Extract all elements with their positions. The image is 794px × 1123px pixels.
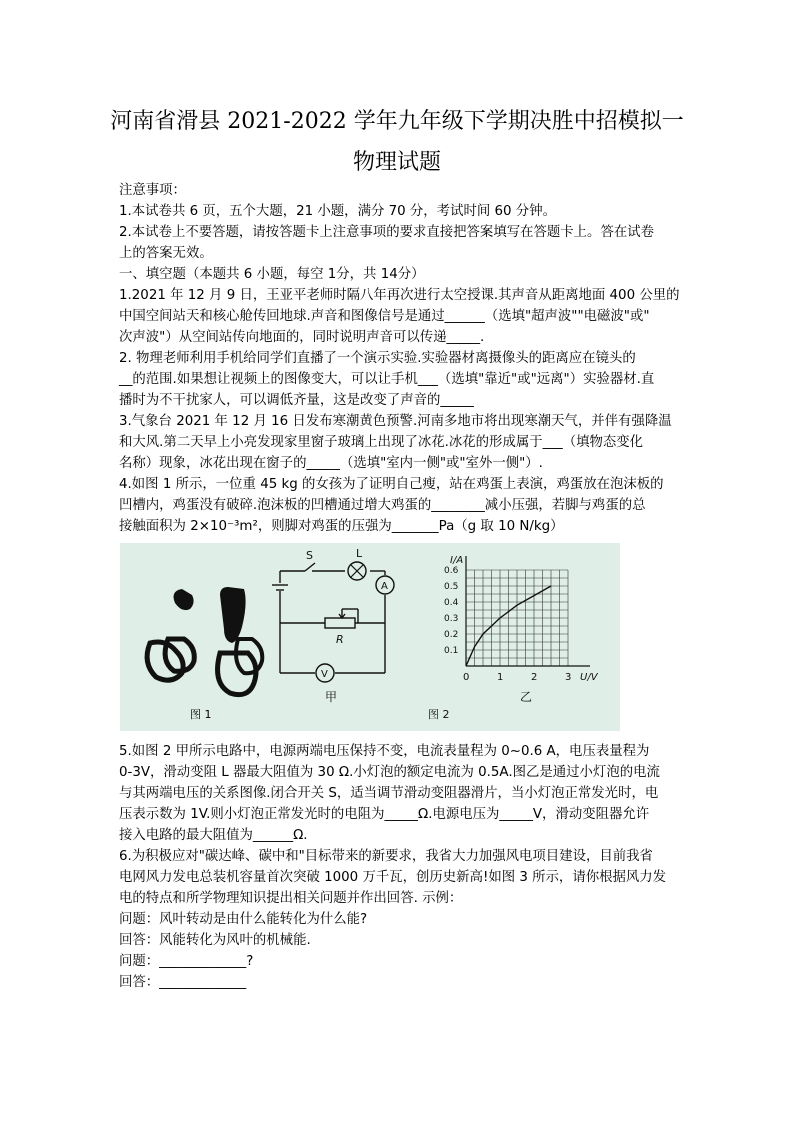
lamp-icon bbox=[348, 562, 366, 580]
circuit-caption: 甲 bbox=[325, 690, 338, 704]
y-tick-label: 0.3 bbox=[444, 614, 459, 624]
x-tick-label: 3 bbox=[565, 672, 572, 683]
page-subtitle: 物理试题 bbox=[352, 150, 441, 175]
fig1-label: 图 1 bbox=[190, 708, 212, 721]
x-tick-label: 0 bbox=[463, 672, 470, 683]
text-line: 回答：风能转化为风叶的机械能. bbox=[119, 933, 311, 948]
text-line: 6.为积极应对"碳达峰、碳中和"目标带来的新要求，我省大力加强风电项目建设，目前我省 bbox=[119, 849, 653, 864]
figure-block bbox=[120, 543, 620, 731]
figure-svg bbox=[120, 543, 620, 731]
text-line: 中国空间站天和核心舱传回地球.声音和图像信号是通过______（选填"超声波""电磁波"或" bbox=[119, 309, 650, 324]
circuit-diagram bbox=[272, 563, 385, 673]
page-title: 河南省滑县 2021-2022 学年九年级下学期决胜中招模拟一 bbox=[110, 109, 684, 134]
y-tick-label: 0.2 bbox=[444, 630, 459, 640]
text-line: 压表示数为 1V.则小灯泡正常发光时的电阻为_____Ω.电源电压为_____V，滑动变阻器允许 bbox=[119, 807, 650, 822]
text-line: 电的特点和所学物理知识提出相关问题并作出回答. 示例： bbox=[119, 891, 463, 906]
text-line: 名称）现象，冰花出现在窗子的_____（选填"室内一侧"或"室外一侧"）. bbox=[119, 456, 543, 471]
x-tick-label: 1 bbox=[497, 672, 504, 683]
text-line: __的范围.如果想让视频上的图像变大，可以让手机___（选填"靠近"或"远离"）实验器材.直 bbox=[119, 372, 655, 387]
answer-line: 问题：_____________? bbox=[119, 954, 254, 969]
y-tick-label: 0.5 bbox=[444, 582, 459, 592]
x-axis-label: U/V bbox=[580, 672, 598, 683]
ammeter-label: A bbox=[381, 581, 388, 592]
text-line: 1.本试卷共 6 页，五个大题，21 小题，满分 70 分，考试时间 60 分钟。 bbox=[119, 204, 556, 219]
text-line: 上的答案无效。 bbox=[119, 246, 213, 261]
iu-chart bbox=[444, 556, 590, 683]
text-line: 问题：风叶转动是由什么能转化为什么能? bbox=[119, 912, 368, 927]
rheostat-label: R bbox=[336, 633, 344, 646]
text-line: 注意事项： bbox=[119, 183, 186, 198]
text-line: 2.本试卷上不要答题，请按答题卡上注意事项的要求直接把答案填写在答题卡上。答在试卷 bbox=[119, 225, 655, 240]
text-line: 2. 物理老师利用手机给同学们直播了一个演示实验.实验器材离摄像头的距离应在镜头的 bbox=[119, 351, 636, 366]
x-tick-label: 2 bbox=[531, 672, 538, 683]
text-line: 0-3V，滑动变阻 L 器最大阻值为 30 Ω.小灯泡的额定电流为 0.5A.图乙是通过小灯泡的电流 bbox=[119, 765, 660, 780]
text-line: 与其两端电压的关系图像.闭合开关 S，适当调节滑动变阻器滑片，当小灯泡正常发光时，电 bbox=[119, 786, 659, 801]
voltmeter-label: V bbox=[321, 669, 328, 680]
text-line: 次声波"）从空间站传向地面的，同时说明声音可以传递_____. bbox=[119, 330, 485, 345]
text-line: 和大风.第二天早上小亮发现家里窗子玻璃上出现了冰花.冰花的形成属于___（填物态变化 bbox=[119, 435, 644, 450]
fig2-label: 图 2 bbox=[428, 708, 450, 721]
text-line: 4.如图 1 所示，一位重 45 kg 的女孩为了证明自己瘦，站在鸡蛋上表演，鸡蛋放在泡沫板的 bbox=[119, 477, 664, 492]
text-line: 电网风力发电总装机容量首次突破 1000 万千瓦，创历史新高!如图 3 所示，请你根据风力发 bbox=[119, 870, 667, 885]
text-line: 5.如图 2 甲所示电路中，电源两端电压保持不变，电流表量程为 0~0.6 A，电压表量程为 bbox=[119, 744, 650, 759]
y-axis-label: I/A bbox=[450, 555, 464, 566]
text-line: 接触面积为 2×10⁻³m²，则脚对鸡蛋的压强为_______Pa（g 取 10 N/kg） bbox=[119, 519, 564, 534]
y-tick-label: 0.1 bbox=[444, 646, 459, 656]
foot-on-eggs-illustration bbox=[147, 587, 262, 695]
y-tick-label: 0.4 bbox=[444, 598, 459, 608]
text-line: 3.气象台 2021 年 12 月 16 日发布寒潮黄色预警.河南多地市将出现寒潮天气，并伴有强降温 bbox=[119, 414, 672, 429]
graph-caption: 乙 bbox=[520, 690, 533, 704]
lamp-label: L bbox=[356, 547, 363, 560]
y-tick-label: 0.6 bbox=[444, 566, 459, 576]
text-line: 1.2021 年 12 月 9 日，王亚平老师时隔八年再次进行太空授课.其声音从距离地面 400 公里的 bbox=[119, 288, 680, 303]
answer-line: 回答：_____________ bbox=[119, 975, 247, 990]
section-heading: 一、填空题（本题共 6 小题，每空 1分，共 14分） bbox=[119, 267, 425, 282]
text-line: 接入电路的最大阻值为______Ω. bbox=[119, 828, 308, 843]
switch-label: S bbox=[306, 549, 313, 562]
text-line: 凹槽内，鸡蛋没有破碎.泡沫板的凹槽通过增大鸡蛋的________减小压强，若脚与鸡蛋的总 bbox=[119, 498, 646, 513]
text-line: 播时为不干扰家人，可以调低齐量，这是改变了声音的_____ bbox=[119, 393, 474, 408]
